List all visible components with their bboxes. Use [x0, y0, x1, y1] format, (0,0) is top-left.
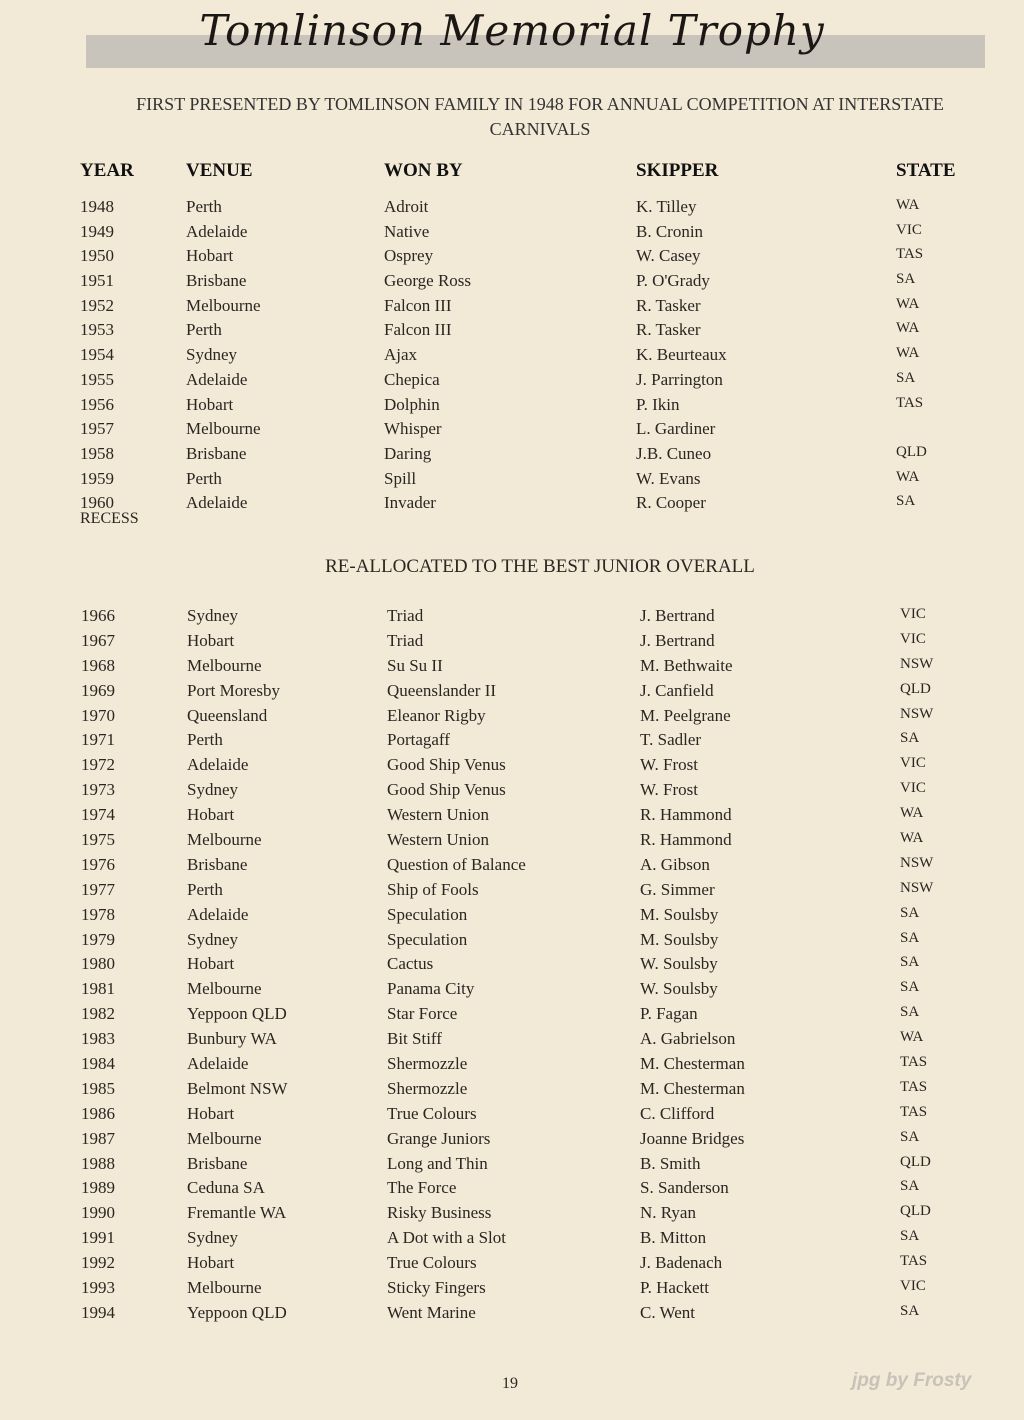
cell-year: 1994 — [81, 1302, 115, 1322]
cell-year: 1973 — [81, 780, 115, 800]
cell-year: 1966 — [81, 606, 115, 625]
cell-venue: Sydney — [186, 345, 237, 365]
cell-state: SA — [896, 271, 916, 288]
cell-venue: Ceduna SA — [187, 1178, 265, 1198]
cell-won-by: Su Su II — [387, 655, 443, 675]
cell-won-by: Star Force — [387, 1004, 458, 1024]
cell-won-by: Portagaff — [387, 730, 450, 750]
cell-state: NSW — [900, 705, 934, 722]
cell-won-by: Invader — [384, 493, 436, 513]
cell-won-by: Daring — [384, 443, 432, 463]
table-row — [0, 880, 1024, 905]
cell-year: 1969 — [81, 680, 115, 700]
table-row — [0, 730, 1024, 755]
table-row — [0, 656, 1024, 681]
cell-skipper: L. Gardiner — [636, 419, 716, 439]
table-row — [0, 1154, 1024, 1179]
cell-state: WA — [900, 805, 924, 822]
cell-year: 1955 — [80, 369, 114, 389]
cell-year: 1991 — [81, 1228, 115, 1248]
results-table-1966-1994 — [0, 606, 1024, 1328]
cell-skipper: R. Hammond — [640, 830, 732, 850]
cell-state: SA — [900, 1128, 920, 1145]
table-row — [0, 1253, 1024, 1278]
cell-state: WA — [896, 197, 920, 213]
cell-state: VIC — [900, 1278, 926, 1295]
cell-venue: Sydney — [187, 780, 238, 800]
cell-skipper: R. Cooper — [636, 493, 706, 513]
table-header — [0, 160, 1024, 197]
cell-state: TAS — [900, 1054, 928, 1071]
cell-venue: Hobart — [186, 394, 234, 414]
header-won-by: WON BY — [384, 160, 463, 181]
cell-skipper: C. Clifford — [640, 1103, 715, 1123]
cell-year: 1957 — [80, 419, 114, 439]
table-row — [0, 1129, 1024, 1154]
cell-skipper: S. Sanderson — [640, 1178, 729, 1198]
cell-venue: Perth — [187, 730, 223, 750]
cell-won-by: Ship of Fools — [387, 879, 479, 899]
cell-year: 1978 — [81, 904, 115, 924]
cell-state: QLD — [900, 1153, 931, 1170]
cell-venue: Brisbane — [186, 443, 247, 463]
table-row — [0, 606, 1024, 631]
cell-skipper: W. Soulsby — [640, 979, 718, 999]
cell-venue: Adelaide — [187, 1054, 249, 1074]
table-row — [0, 296, 1024, 321]
cell-skipper: M. Chesterman — [640, 1078, 745, 1098]
table-row — [0, 1079, 1024, 1104]
cell-skipper: K. Beurteaux — [636, 345, 727, 365]
cell-year: 1980 — [81, 954, 115, 974]
cell-state: WA — [896, 295, 920, 312]
cell-skipper: R. Tasker — [636, 295, 701, 315]
cell-skipper: M. Chesterman — [640, 1054, 745, 1074]
cell-venue: Brisbane — [187, 1153, 248, 1173]
cell-skipper: N. Ryan — [640, 1203, 696, 1223]
table-row — [0, 320, 1024, 345]
cell-year: 1949 — [80, 221, 114, 241]
cell-skipper: M. Soulsby — [640, 904, 719, 924]
cell-year: 1982 — [81, 1004, 115, 1024]
cell-venue: Hobart — [187, 1103, 235, 1123]
cell-venue: Perth — [186, 197, 222, 216]
page-number: 19 — [502, 1375, 518, 1392]
table-row — [0, 222, 1024, 247]
cell-skipper: P. Fagan — [640, 1004, 698, 1024]
cell-venue: Melbourne — [187, 1278, 262, 1298]
cell-state: TAS — [896, 246, 924, 263]
header-venue: VENUE — [186, 160, 253, 181]
table-row — [0, 444, 1024, 469]
cell-state: WA — [900, 830, 924, 847]
cell-won-by: Triad — [387, 630, 424, 650]
cell-state: VIC — [900, 780, 926, 797]
cell-won-by: Ajax — [384, 345, 418, 365]
cell-skipper: M. Soulsby — [640, 929, 719, 949]
cell-year: 1948 — [80, 197, 114, 216]
cell-skipper: M. Peelgrane — [640, 705, 731, 725]
table-row — [0, 419, 1024, 444]
cell-year: 1968 — [81, 655, 115, 675]
cell-venue: Perth — [186, 468, 222, 488]
cell-won-by: Osprey — [384, 246, 434, 266]
cell-year: 1971 — [81, 730, 115, 750]
table-row — [0, 1178, 1024, 1203]
cell-venue: Adelaide — [186, 221, 248, 241]
cell-venue: Melbourne — [187, 655, 262, 675]
reallocated-heading: RE-ALLOCATED TO THE BEST JUNIOR OVERALL — [325, 556, 755, 577]
cell-venue: Belmont NSW — [187, 1078, 288, 1098]
cell-skipper: J. Bertrand — [640, 630, 715, 650]
cell-state: NSW — [900, 655, 934, 672]
table-row — [0, 954, 1024, 979]
cell-year: 1985 — [81, 1078, 115, 1098]
cell-venue: Sydney — [187, 929, 238, 949]
cell-venue: Brisbane — [187, 854, 248, 874]
table-row — [0, 1004, 1024, 1029]
table-row — [0, 370, 1024, 395]
cell-won-by: Panama City — [387, 979, 475, 999]
cell-won-by: Speculation — [387, 929, 468, 949]
cell-venue: Melbourne — [186, 295, 261, 315]
cell-skipper: W. Frost — [640, 755, 698, 775]
table-row — [0, 1278, 1024, 1303]
cell-year: 1977 — [81, 879, 115, 899]
cell-won-by: Whisper — [384, 419, 442, 439]
table-row — [0, 271, 1024, 296]
cell-year: 1988 — [81, 1153, 115, 1173]
cell-venue: Melbourne — [187, 830, 262, 850]
cell-won-by: Cactus — [387, 954, 434, 974]
cell-state: SA — [896, 369, 916, 386]
cell-skipper: G. Simmer — [640, 879, 715, 899]
cell-year: 1950 — [80, 246, 114, 266]
cell-won-by: Falcon III — [384, 320, 452, 340]
cell-venue: Hobart — [187, 805, 235, 825]
cell-won-by: Dolphin — [384, 394, 440, 414]
cell-skipper: J.B. Cuneo — [636, 443, 712, 463]
table-row — [0, 780, 1024, 805]
table-row — [0, 345, 1024, 370]
cell-year: 1959 — [80, 468, 114, 488]
cell-won-by: Eleanor Rigby — [387, 705, 486, 725]
cell-year: 1967 — [81, 630, 115, 650]
cell-venue: Hobart — [187, 630, 235, 650]
cell-venue: Melbourne — [187, 1128, 262, 1148]
cell-won-by: Spill — [384, 468, 417, 488]
cell-year: 1958 — [80, 443, 114, 463]
cell-state: SA — [900, 1004, 920, 1021]
cell-year: 1983 — [81, 1029, 115, 1049]
cell-state: QLD — [900, 680, 931, 697]
cell-year: 1953 — [80, 320, 114, 340]
cell-skipper: C. Went — [640, 1302, 695, 1322]
cell-state: QLD — [900, 1203, 931, 1220]
cell-skipper: B. Mitton — [640, 1228, 707, 1248]
cell-won-by: Sticky Fingers — [387, 1278, 486, 1298]
cell-won-by: George Ross — [384, 271, 472, 291]
cell-venue: Fremantle WA — [187, 1203, 287, 1223]
cell-venue: Queensland — [187, 705, 268, 725]
cell-state: VIC — [900, 755, 926, 772]
table-row — [0, 855, 1024, 880]
cell-won-by: Went Marine — [387, 1302, 476, 1322]
cell-venue: Bunbury WA — [187, 1029, 277, 1049]
cell-won-by: Bit Stiff — [387, 1029, 442, 1049]
cell-venue: Hobart — [187, 954, 235, 974]
table-row — [0, 681, 1024, 706]
cell-skipper: W. Soulsby — [640, 954, 718, 974]
table-row — [0, 1303, 1024, 1328]
cell-state: TAS — [900, 1253, 928, 1270]
table-row — [0, 395, 1024, 420]
table-row — [0, 246, 1024, 271]
cell-won-by: A Dot with a Slot — [387, 1228, 507, 1248]
cell-state: SA — [900, 929, 920, 946]
table-row — [0, 1203, 1024, 1228]
cell-venue: Perth — [187, 879, 223, 899]
cell-skipper: A. Gabrielson — [640, 1029, 736, 1049]
cell-venue: Brisbane — [186, 271, 247, 291]
table-row — [0, 493, 1024, 518]
cell-venue: Melbourne — [187, 979, 262, 999]
cell-won-by: Long and Thin — [387, 1153, 488, 1173]
cell-venue: Adelaide — [187, 904, 249, 924]
table-row — [0, 930, 1024, 955]
cell-skipper: R. Tasker — [636, 320, 701, 340]
cell-year: 1990 — [81, 1203, 115, 1223]
cell-year: 1970 — [81, 705, 115, 725]
cell-year: 1984 — [81, 1054, 115, 1074]
cell-venue: Adelaide — [187, 755, 249, 775]
cell-won-by: Falcon III — [384, 295, 452, 315]
cell-won-by: Risky Business — [387, 1203, 492, 1223]
cell-venue: Perth — [186, 320, 222, 340]
cell-year: 1952 — [80, 295, 114, 315]
cell-won-by: Good Ship Venus — [387, 780, 506, 800]
subtitle: FIRST PRESENTED BY TOMLINSON FAMILY IN 1948 FOR ANNUAL COMPETITION AT INTERSTATE CARNIVALS — [136, 94, 944, 139]
cell-skipper: J. Bertrand — [640, 606, 715, 625]
cell-year: 1972 — [81, 755, 115, 775]
cell-year: 1974 — [81, 805, 115, 825]
cell-skipper: Joanne Bridges — [640, 1128, 745, 1148]
cell-won-by: The Force — [387, 1178, 457, 1198]
cell-skipper: W. Frost — [640, 780, 698, 800]
cell-won-by: Western Union — [387, 805, 490, 825]
cell-state: VIC — [900, 606, 926, 622]
cell-skipper: J. Badenach — [640, 1253, 723, 1273]
table-row — [0, 1228, 1024, 1253]
cell-skipper: W. Evans — [636, 468, 701, 488]
cell-state: QLD — [896, 443, 927, 460]
cell-state: WA — [896, 320, 920, 337]
cell-state: VIC — [896, 221, 922, 238]
cell-skipper: T. Sadler — [640, 730, 702, 750]
cell-state: SA — [900, 954, 920, 971]
cell-state: SA — [900, 904, 920, 921]
cell-skipper: P. Hackett — [640, 1278, 709, 1298]
cell-skipper: A. Gibson — [640, 854, 710, 874]
cell-won-by: Shermozzle — [387, 1054, 468, 1074]
cell-year: 1975 — [81, 830, 115, 850]
cell-skipper: W. Casey — [636, 246, 701, 266]
cell-state: SA — [896, 493, 916, 510]
cell-state: SA — [900, 1178, 920, 1195]
cell-year: 1979 — [81, 929, 115, 949]
cell-skipper: J. Canfield — [640, 680, 714, 700]
cell-won-by: Chepica — [384, 369, 440, 389]
header-year: YEAR — [80, 160, 134, 181]
header-state: STATE — [896, 160, 956, 181]
cell-year: 1976 — [81, 854, 115, 874]
cell-skipper: B. Smith — [640, 1153, 701, 1173]
cell-year: 1981 — [81, 979, 115, 999]
table-row — [0, 706, 1024, 731]
results-table-1948-1960 — [0, 160, 1024, 518]
cell-state: TAS — [900, 1078, 928, 1095]
table-row — [0, 979, 1024, 1004]
header-skipper: SKIPPER — [636, 160, 719, 181]
cell-skipper: M. Bethwaite — [640, 655, 733, 675]
watermark: jpg by Frosty — [852, 1370, 972, 1391]
cell-state: WA — [896, 468, 920, 485]
table-row — [0, 1029, 1024, 1054]
cell-won-by: Good Ship Venus — [387, 755, 506, 775]
cell-state: SA — [900, 979, 920, 996]
cell-state: SA — [900, 1302, 920, 1319]
cell-won-by: Western Union — [387, 830, 490, 850]
recess-label: RECESS — [80, 510, 139, 527]
cell-state: SA — [900, 730, 920, 747]
cell-state: NSW — [900, 854, 934, 871]
cell-venue: Sydney — [187, 1228, 238, 1248]
cell-skipper: R. Hammond — [640, 805, 732, 825]
cell-year: 1956 — [80, 394, 114, 414]
cell-skipper: P. O'Grady — [636, 271, 710, 291]
table-row — [0, 755, 1024, 780]
cell-won-by: True Colours — [387, 1103, 477, 1123]
cell-venue: Melbourne — [186, 419, 261, 439]
cell-state: VIC — [900, 630, 926, 647]
cell-won-by: Adroit — [384, 197, 429, 216]
cell-venue: Adelaide — [186, 493, 248, 513]
cell-won-by: Shermozzle — [387, 1078, 468, 1098]
table-row — [0, 1054, 1024, 1079]
table-row — [0, 631, 1024, 656]
cell-year: 1993 — [81, 1278, 115, 1298]
cell-won-by: Speculation — [387, 904, 468, 924]
cell-skipper: B. Cronin — [636, 221, 704, 241]
page-title: Tomlinson Memorial Trophy — [199, 6, 825, 55]
cell-state: WA — [900, 1029, 924, 1046]
table-row — [0, 830, 1024, 855]
table-row — [0, 1104, 1024, 1129]
cell-venue: Sydney — [187, 606, 238, 625]
cell-state: WA — [896, 345, 920, 362]
cell-venue: Port Moresby — [187, 680, 281, 700]
cell-year: 1960 — [80, 493, 114, 513]
cell-won-by: Queenslander II — [387, 680, 497, 700]
cell-venue: Adelaide — [186, 369, 248, 389]
cell-skipper: P. Ikin — [636, 394, 680, 414]
cell-venue: Yeppoon QLD — [187, 1004, 287, 1024]
cell-venue: Yeppoon QLD — [187, 1302, 287, 1322]
table-row — [0, 469, 1024, 494]
cell-won-by: Triad — [387, 606, 424, 625]
cell-won-by: Grange Juniors — [387, 1128, 491, 1148]
cell-year: 1987 — [81, 1128, 115, 1148]
cell-state: SA — [900, 1228, 920, 1245]
cell-state: TAS — [900, 1103, 928, 1120]
cell-state: NSW — [900, 879, 934, 896]
cell-year: 1989 — [81, 1178, 115, 1198]
cell-year: 1951 — [80, 271, 114, 291]
cell-year: 1992 — [81, 1253, 115, 1273]
cell-won-by: True Colours — [387, 1253, 477, 1273]
cell-won-by: Native — [384, 221, 430, 241]
table-row — [0, 805, 1024, 830]
cell-won-by: Question of Balance — [387, 854, 526, 874]
table-row — [0, 905, 1024, 930]
cell-venue: Hobart — [186, 246, 234, 266]
cell-venue: Hobart — [187, 1253, 235, 1273]
table-row — [0, 197, 1024, 222]
cell-skipper: J. Parrington — [636, 369, 723, 389]
cell-state: TAS — [896, 394, 924, 411]
cell-skipper: K. Tilley — [636, 197, 697, 216]
cell-year: 1986 — [81, 1103, 115, 1123]
cell-year: 1954 — [80, 345, 114, 365]
